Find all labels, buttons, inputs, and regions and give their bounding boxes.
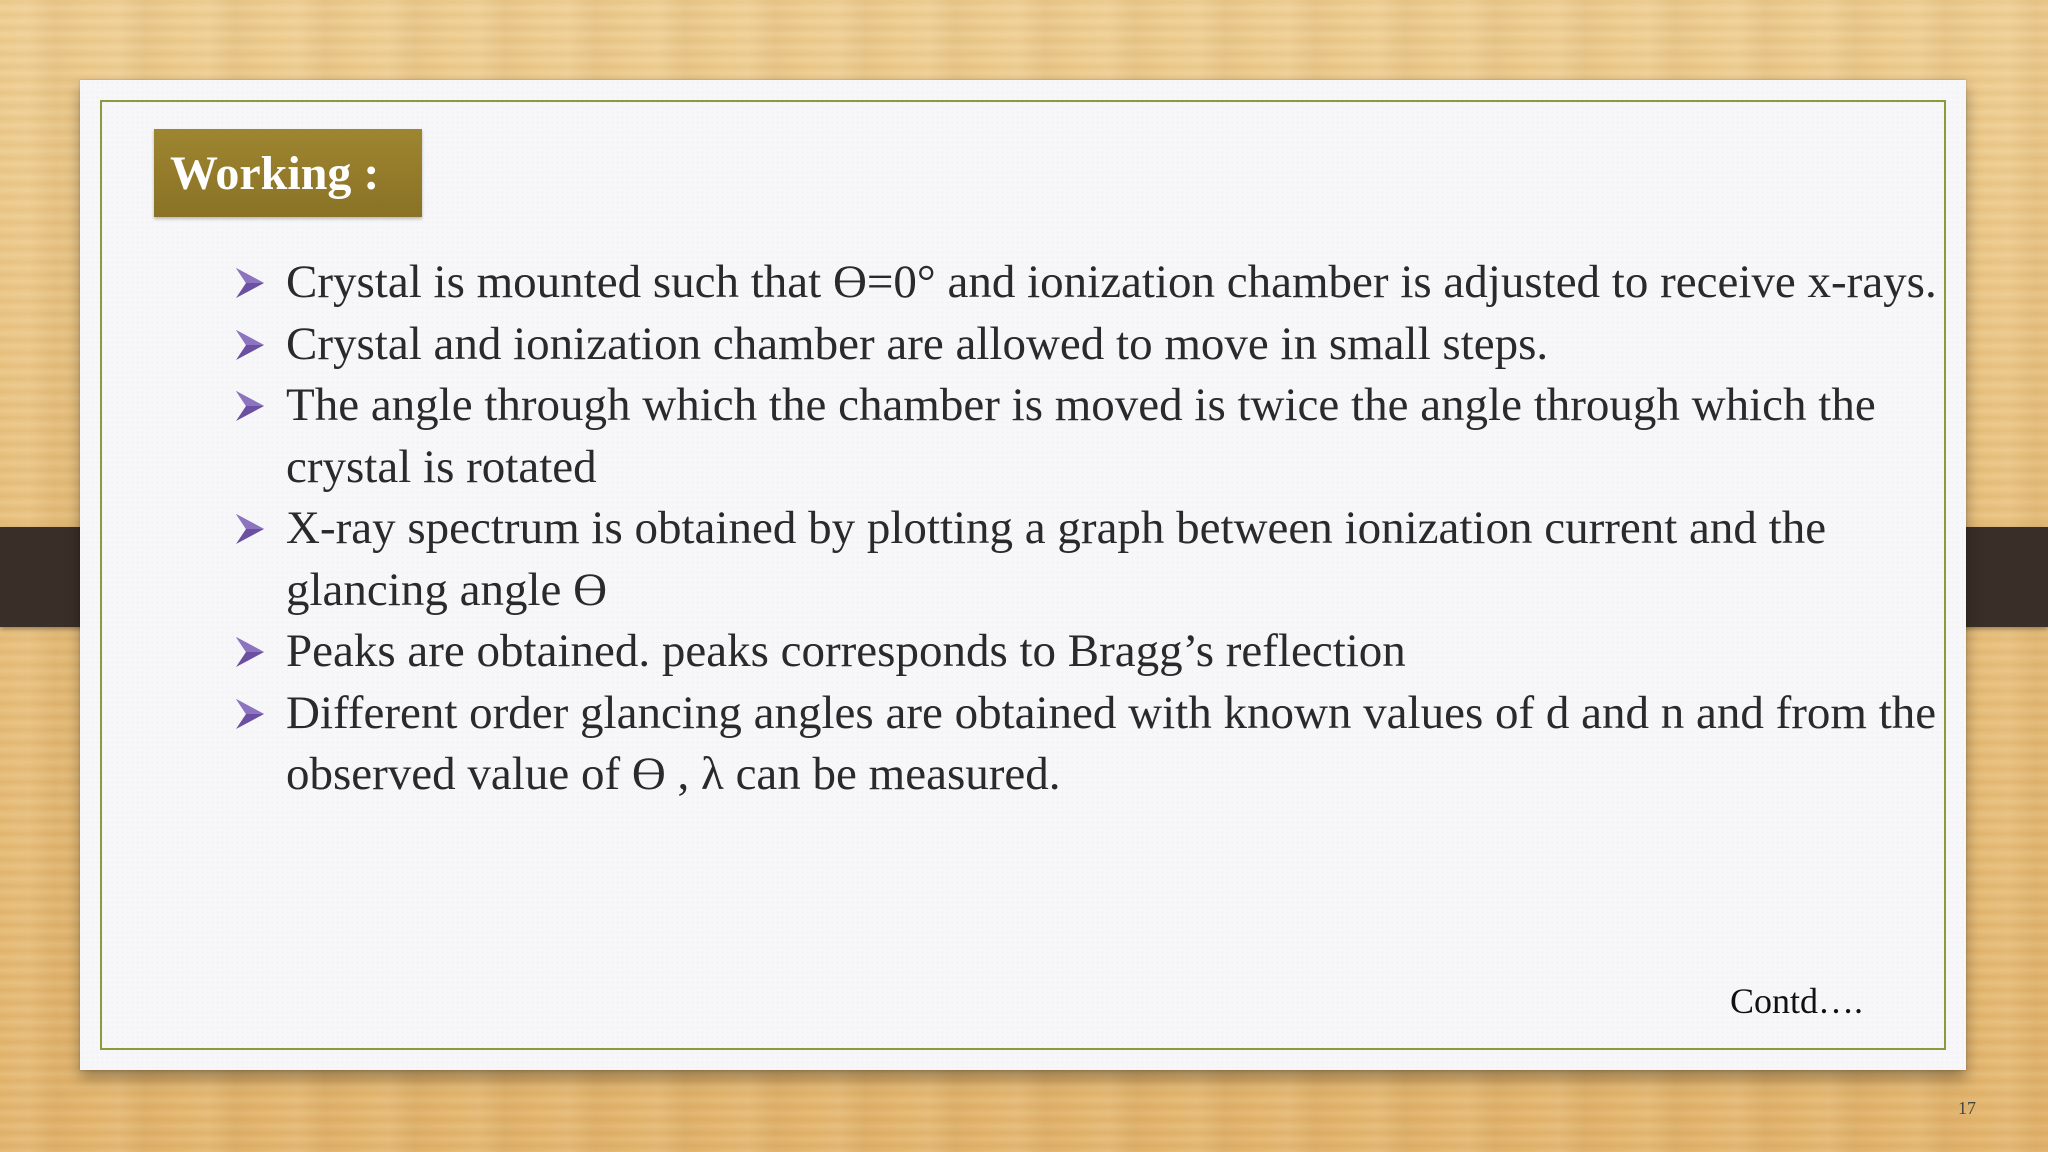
bullet-text: Crystal and ionization chamber are allowed to move in small steps. <box>286 317 1549 370</box>
bullet-list <box>230 252 1950 806</box>
arrow-bullet-icon <box>234 389 266 423</box>
bullet-item <box>230 252 1950 314</box>
page-number: 17 <box>1958 1098 1976 1118</box>
bullet-item <box>230 621 1950 683</box>
arrow-bullet-icon <box>234 266 266 300</box>
arrow-bullet-icon <box>234 697 266 731</box>
bullet-text: Crystal is mounted such that ϴ=0° and ionization chamber is adjusted to receive x-rays. <box>286 256 1937 308</box>
bullet-text: X-ray spectrum is obtained by plotting a graph between ionization current and the glancing angle ϴ <box>286 502 1827 616</box>
arrow-bullet-icon <box>234 635 266 669</box>
arrow-bullet-icon <box>234 328 266 362</box>
bullet-text: The angle through which the chamber is moved is twice the angle through which the crystal is rotated <box>286 379 1876 493</box>
bullet-item <box>230 498 1950 621</box>
slide-heading: Working : <box>170 146 380 200</box>
slide <box>80 80 1966 1070</box>
bullet-text: Different order glancing angles are obtained with known values of d and n and from the observed value of ϴ , λ can be measured. <box>286 686 1937 800</box>
bullet-item <box>230 375 1950 498</box>
heading-box <box>154 129 422 217</box>
continued-note: Contd…. <box>1730 981 1864 1021</box>
arrow-bullet-icon <box>234 512 266 546</box>
bullet-item <box>230 314 1950 376</box>
bullet-text: Peaks are obtained. peaks corresponds to Bragg’s reflection <box>286 625 1406 677</box>
bullet-item <box>230 683 1950 806</box>
